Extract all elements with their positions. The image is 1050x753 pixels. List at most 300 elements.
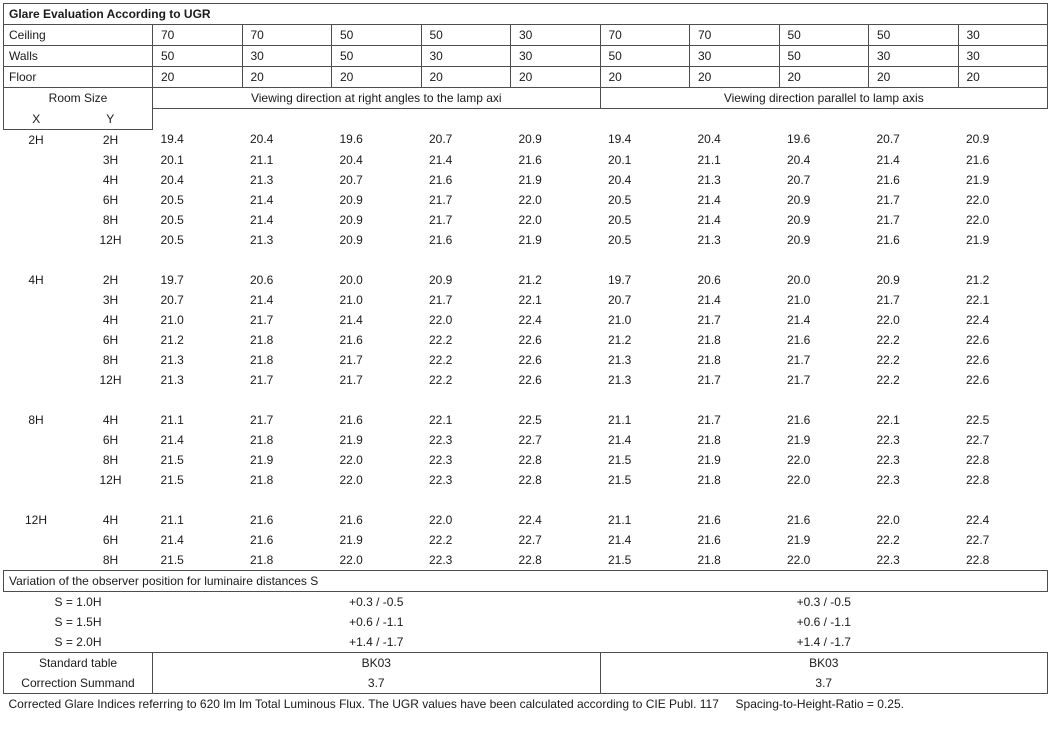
ugr-value-perpendicular: 20.1 bbox=[160, 152, 184, 167]
room-y-value: 3H bbox=[102, 292, 119, 307]
axis-spacer bbox=[869, 109, 959, 130]
room-y-value: 8H bbox=[102, 452, 119, 467]
ugr-value-perpendicular: 21.7 bbox=[250, 312, 274, 327]
reflectance-value: 20 bbox=[600, 67, 690, 88]
ugr-value-parallel: 20.9 bbox=[966, 132, 990, 147]
ugr-value-parallel: 21.7 bbox=[697, 312, 721, 327]
ugr-value-perpendicular: 22.6 bbox=[518, 372, 542, 387]
ugr-value-perpendicular: 21.6 bbox=[339, 332, 363, 347]
ugr-value-parallel: 21.7 bbox=[787, 372, 811, 387]
variation-value-perpendicular: +0.3 / -0.5 bbox=[349, 594, 404, 609]
ugr-value-perpendicular: 21.5 bbox=[160, 552, 184, 567]
reflectance-value: 20 bbox=[779, 67, 869, 88]
ugr-value-perpendicular: 19.6 bbox=[339, 132, 363, 147]
ugr-value-parallel: 22.0 bbox=[787, 472, 811, 487]
correction-summand-value-parallel: 3.7 bbox=[600, 673, 1048, 694]
ugr-value-perpendicular: 20.5 bbox=[160, 212, 184, 227]
axis-x-label: X bbox=[4, 109, 69, 130]
ugr-value-perpendicular: 21.4 bbox=[429, 152, 453, 167]
ugr-value-parallel: 20.7 bbox=[787, 172, 811, 187]
ugr-value-perpendicular: 21.6 bbox=[250, 532, 274, 547]
ugr-value-perpendicular: 22.0 bbox=[429, 512, 453, 527]
ugr-value-perpendicular: 21.9 bbox=[250, 452, 274, 467]
ugr-value-perpendicular: 20.4 bbox=[160, 172, 184, 187]
reflectance-value: 50 bbox=[332, 25, 422, 46]
variation-row bbox=[4, 591, 1048, 612]
room-x-value bbox=[4, 370, 69, 390]
data-row bbox=[4, 150, 1048, 170]
ugr-value-perpendicular: 22.2 bbox=[429, 372, 453, 387]
reflectance-value: 20 bbox=[869, 67, 959, 88]
ugr-value-parallel: 21.2 bbox=[966, 272, 990, 287]
ugr-value-parallel: 22.0 bbox=[966, 192, 990, 207]
axis-label-row bbox=[4, 109, 1048, 130]
standard-table-value-parallel: BK03 bbox=[600, 652, 1048, 673]
ugr-value-parallel: 21.6 bbox=[697, 512, 721, 527]
room-x-value: 12H bbox=[24, 512, 47, 527]
ugr-value-parallel: 21.5 bbox=[608, 452, 632, 467]
ugr-value-parallel: 21.7 bbox=[787, 352, 811, 367]
ugr-value-perpendicular: 21.1 bbox=[160, 512, 184, 527]
room-x-value bbox=[4, 530, 69, 550]
ugr-value-perpendicular: 21.7 bbox=[250, 412, 274, 427]
ugr-value-parallel: 21.5 bbox=[608, 472, 632, 487]
room-y-value: 12H bbox=[99, 232, 122, 247]
ugr-value-perpendicular: 21.2 bbox=[160, 332, 184, 347]
ugr-value-perpendicular: 21.8 bbox=[250, 352, 274, 367]
ugr-value-parallel: 20.9 bbox=[787, 212, 811, 227]
ugr-value-parallel: 21.8 bbox=[697, 332, 721, 347]
ugr-value-parallel: 21.4 bbox=[876, 152, 900, 167]
ugr-value-parallel: 22.0 bbox=[876, 312, 900, 327]
ugr-value-perpendicular: 22.2 bbox=[429, 332, 453, 347]
room-x-value bbox=[4, 230, 69, 250]
data-row bbox=[4, 510, 1048, 530]
ugr-value-parallel: 20.5 bbox=[608, 232, 632, 247]
variation-value-perpendicular: +1.4 / -1.7 bbox=[349, 634, 404, 649]
ugr-value-perpendicular: 21.7 bbox=[339, 372, 363, 387]
ugr-value-perpendicular: 20.9 bbox=[339, 212, 363, 227]
ugr-value-perpendicular: 21.0 bbox=[339, 292, 363, 307]
axis-spacer bbox=[690, 109, 780, 130]
ugr-value-perpendicular: 22.7 bbox=[518, 532, 542, 547]
ugr-value-perpendicular: 21.6 bbox=[339, 512, 363, 527]
ugr-value-parallel: 21.7 bbox=[697, 372, 721, 387]
reflectance-value: 20 bbox=[690, 67, 780, 88]
ugr-value-parallel: 20.5 bbox=[608, 192, 632, 207]
ugr-value-parallel: 21.7 bbox=[697, 412, 721, 427]
spacer-cell bbox=[4, 250, 69, 270]
ugr-value-parallel: 21.2 bbox=[608, 332, 632, 347]
ugr-value-parallel: 21.6 bbox=[876, 172, 900, 187]
ugr-value-parallel: 22.8 bbox=[966, 452, 990, 467]
reflectance-value: 70 bbox=[690, 25, 780, 46]
ugr-value-parallel: 21.6 bbox=[787, 332, 811, 347]
spacer-cell bbox=[421, 250, 511, 270]
reflectance-value: 50 bbox=[421, 25, 511, 46]
ugr-value-perpendicular: 21.6 bbox=[518, 152, 542, 167]
data-row bbox=[4, 410, 1048, 430]
room-y-value: 3H bbox=[102, 152, 119, 167]
ugr-value-perpendicular: 21.6 bbox=[429, 172, 453, 187]
ugr-value-parallel: 21.7 bbox=[876, 212, 900, 227]
spacer-cell bbox=[511, 250, 601, 270]
variation-value-parallel: +1.4 / -1.7 bbox=[796, 634, 851, 649]
ugr-value-parallel: 22.4 bbox=[966, 312, 990, 327]
ugr-value-parallel: 20.9 bbox=[787, 232, 811, 247]
ugr-value-perpendicular: 21.8 bbox=[250, 472, 274, 487]
spacer-cell bbox=[600, 390, 690, 410]
ugr-value-parallel: 21.6 bbox=[876, 232, 900, 247]
data-row bbox=[4, 550, 1048, 571]
ugr-value-perpendicular: 20.9 bbox=[518, 132, 542, 147]
ugr-value-perpendicular: 21.9 bbox=[339, 432, 363, 447]
spacer-cell bbox=[690, 250, 780, 270]
ugr-value-parallel: 20.9 bbox=[876, 272, 900, 287]
ugr-value-parallel: 21.4 bbox=[697, 212, 721, 227]
ugr-value-parallel: 22.2 bbox=[876, 332, 900, 347]
ugr-table bbox=[3, 3, 1048, 714]
ugr-value-perpendicular: 21.1 bbox=[250, 152, 274, 167]
axis-spacer bbox=[242, 109, 332, 130]
ugr-value-parallel: 22.0 bbox=[876, 512, 900, 527]
spacer-cell bbox=[958, 250, 1048, 270]
ugr-value-parallel: 22.8 bbox=[966, 472, 990, 487]
ugr-value-perpendicular: 22.3 bbox=[429, 472, 453, 487]
section-header-perpendicular: Viewing direction at right angles to the lamp axi bbox=[153, 88, 601, 109]
room-x-value bbox=[4, 350, 69, 370]
room-y-value: 12H bbox=[99, 372, 122, 387]
room-x-value bbox=[4, 310, 69, 330]
ugr-value-perpendicular: 22.6 bbox=[518, 332, 542, 347]
spacer-cell bbox=[69, 250, 153, 270]
variation-label: S = 1.0H bbox=[54, 594, 102, 609]
ugr-value-parallel: 22.3 bbox=[876, 472, 900, 487]
ugr-value-perpendicular: 22.7 bbox=[518, 432, 542, 447]
reflectance-value: 30 bbox=[242, 46, 332, 67]
reflectance-label: Ceiling bbox=[4, 25, 153, 46]
spacer-cell bbox=[869, 490, 959, 510]
ugr-value-parallel: 21.4 bbox=[787, 312, 811, 327]
ugr-value-parallel: 22.7 bbox=[966, 532, 990, 547]
ugr-value-perpendicular: 21.6 bbox=[429, 232, 453, 247]
reflectance-value: 50 bbox=[153, 46, 243, 67]
ugr-value-perpendicular: 20.7 bbox=[339, 172, 363, 187]
ugr-value-perpendicular: 21.4 bbox=[250, 212, 274, 227]
ugr-value-perpendicular: 22.8 bbox=[518, 452, 542, 467]
correction-summand-row bbox=[4, 673, 1048, 694]
room-y-value: 6H bbox=[102, 532, 119, 547]
ugr-value-perpendicular: 21.7 bbox=[429, 212, 453, 227]
ugr-value-perpendicular: 20.7 bbox=[429, 132, 453, 147]
variation-row bbox=[4, 612, 1048, 632]
standard-table-value-perpendicular: BK03 bbox=[153, 652, 601, 673]
reflectance-value: 20 bbox=[153, 67, 243, 88]
ugr-value-parallel: 20.1 bbox=[608, 152, 632, 167]
data-row bbox=[4, 470, 1048, 490]
ugr-value-parallel: 19.4 bbox=[608, 132, 632, 147]
spacer-cell bbox=[779, 490, 869, 510]
ugr-value-perpendicular: 22.8 bbox=[518, 472, 542, 487]
ugr-value-perpendicular: 21.4 bbox=[160, 432, 184, 447]
data-row bbox=[4, 370, 1048, 390]
ugr-value-parallel: 21.6 bbox=[697, 532, 721, 547]
variation-title-row bbox=[4, 570, 1048, 591]
reflectance-value: 20 bbox=[511, 67, 601, 88]
ugr-value-parallel: 22.2 bbox=[876, 532, 900, 547]
spacer-cell bbox=[779, 390, 869, 410]
reflectance-value: 50 bbox=[779, 25, 869, 46]
spacer-cell bbox=[690, 390, 780, 410]
ugr-value-perpendicular: 21.7 bbox=[429, 292, 453, 307]
ugr-value-perpendicular: 22.0 bbox=[518, 212, 542, 227]
ugr-value-parallel: 21.9 bbox=[966, 232, 990, 247]
room-x-value: 4H bbox=[28, 272, 44, 287]
group-spacer-row bbox=[4, 490, 1048, 510]
ugr-value-parallel: 21.9 bbox=[966, 172, 990, 187]
spacer-cell bbox=[153, 250, 243, 270]
room-y-value: 4H bbox=[102, 512, 119, 527]
ugr-value-parallel: 21.1 bbox=[697, 152, 721, 167]
ugr-value-parallel: 21.3 bbox=[608, 352, 632, 367]
data-row bbox=[4, 290, 1048, 310]
variation-value-parallel: +0.6 / -1.1 bbox=[796, 614, 851, 629]
variation-value-perpendicular: +0.6 / -1.1 bbox=[349, 614, 404, 629]
section-header-parallel: Viewing direction parallel to lamp axis bbox=[600, 88, 1048, 109]
reflectance-value: 20 bbox=[958, 67, 1048, 88]
room-y-value: 8H bbox=[102, 352, 119, 367]
spacer-cell bbox=[869, 390, 959, 410]
ugr-value-parallel: 21.0 bbox=[608, 312, 632, 327]
spacer-cell bbox=[869, 250, 959, 270]
room-y-value: 2H bbox=[102, 272, 119, 287]
title-row bbox=[4, 4, 1048, 25]
ugr-value-parallel: 21.1 bbox=[608, 412, 632, 427]
variation-row bbox=[4, 632, 1048, 653]
ugr-value-parallel: 21.8 bbox=[697, 472, 721, 487]
spacer-cell bbox=[242, 490, 332, 510]
reflectance-value: 30 bbox=[511, 25, 601, 46]
ugr-value-parallel: 22.0 bbox=[787, 552, 811, 567]
ugr-value-parallel: 22.2 bbox=[876, 372, 900, 387]
reflectance-value: 30 bbox=[421, 46, 511, 67]
room-x-value bbox=[4, 210, 69, 230]
ugr-value-parallel: 22.1 bbox=[966, 292, 990, 307]
room-x-value bbox=[4, 150, 69, 170]
ugr-value-perpendicular: 22.0 bbox=[518, 192, 542, 207]
reflectance-value: 20 bbox=[332, 67, 422, 88]
spacer-cell bbox=[958, 390, 1048, 410]
ugr-value-parallel: 20.4 bbox=[697, 132, 721, 147]
spacer-cell bbox=[69, 490, 153, 510]
data-row bbox=[4, 310, 1048, 330]
variation-title: Variation of the observer position for luminaire distances S bbox=[4, 570, 1048, 591]
axis-y-label: Y bbox=[69, 109, 153, 130]
reflectance-row bbox=[4, 46, 1048, 67]
ugr-value-perpendicular: 21.4 bbox=[250, 292, 274, 307]
reflectance-value: 20 bbox=[242, 67, 332, 88]
ugr-value-perpendicular: 20.5 bbox=[160, 232, 184, 247]
reflectance-label: Walls bbox=[4, 46, 153, 67]
ugr-value-perpendicular: 20.9 bbox=[339, 192, 363, 207]
room-x-value bbox=[4, 470, 69, 490]
ugr-value-parallel: 21.8 bbox=[697, 432, 721, 447]
spacer-cell bbox=[511, 490, 601, 510]
room-x-value bbox=[4, 290, 69, 310]
ugr-value-parallel: 19.7 bbox=[608, 272, 632, 287]
spacer-cell bbox=[421, 390, 511, 410]
ugr-value-parallel: 21.8 bbox=[697, 552, 721, 567]
ugr-value-parallel: 21.5 bbox=[608, 552, 632, 567]
ugr-value-parallel: 20.4 bbox=[608, 172, 632, 187]
reflectance-value: 30 bbox=[869, 46, 959, 67]
reflectance-value: 30 bbox=[958, 25, 1048, 46]
ugr-document bbox=[0, 3, 1050, 753]
ugr-value-perpendicular: 21.9 bbox=[339, 532, 363, 547]
footer-note: Corrected Glare Indices referring to 620 lm lm Total Luminous Flux. The UGR values have been calculated according to CIE Publ. 117 Spacing-to-Height-Ratio = 0.25. bbox=[4, 693, 1048, 714]
data-row bbox=[4, 129, 1048, 150]
ugr-value-perpendicular: 20.4 bbox=[339, 152, 363, 167]
reflectance-value: 20 bbox=[421, 67, 511, 88]
ugr-value-parallel: 20.7 bbox=[876, 132, 900, 147]
reflectance-value: 30 bbox=[690, 46, 780, 67]
ugr-value-perpendicular: 22.2 bbox=[429, 532, 453, 547]
ugr-value-perpendicular: 22.0 bbox=[339, 452, 363, 467]
room-x-value bbox=[4, 550, 69, 571]
ugr-value-perpendicular: 21.2 bbox=[518, 272, 542, 287]
axis-spacer bbox=[421, 109, 511, 130]
reflectance-value: 50 bbox=[869, 25, 959, 46]
ugr-value-parallel: 21.7 bbox=[876, 292, 900, 307]
ugr-value-perpendicular: 21.5 bbox=[160, 452, 184, 467]
ugr-value-perpendicular: 22.1 bbox=[429, 412, 453, 427]
ugr-value-perpendicular: 20.5 bbox=[160, 192, 184, 207]
ugr-value-perpendicular: 20.4 bbox=[250, 132, 274, 147]
axis-spacer bbox=[779, 109, 869, 130]
ugr-value-perpendicular: 21.4 bbox=[160, 532, 184, 547]
ugr-value-parallel: 21.0 bbox=[787, 292, 811, 307]
reflectance-value: 30 bbox=[958, 46, 1048, 67]
ugr-value-perpendicular: 22.3 bbox=[429, 452, 453, 467]
room-y-value: 4H bbox=[102, 172, 119, 187]
spacer-cell bbox=[153, 390, 243, 410]
ugr-value-perpendicular: 22.2 bbox=[429, 352, 453, 367]
ugr-value-parallel: 21.4 bbox=[697, 292, 721, 307]
ugr-value-perpendicular: 21.7 bbox=[339, 352, 363, 367]
ugr-value-perpendicular: 22.3 bbox=[429, 432, 453, 447]
ugr-value-parallel: 22.6 bbox=[966, 332, 990, 347]
ugr-value-perpendicular: 19.7 bbox=[160, 272, 184, 287]
room-y-value: 4H bbox=[102, 312, 119, 327]
spacer-cell bbox=[779, 250, 869, 270]
variation-label: S = 2.0H bbox=[54, 634, 102, 649]
ugr-value-parallel: 21.7 bbox=[876, 192, 900, 207]
ugr-value-parallel: 21.1 bbox=[608, 512, 632, 527]
ugr-value-perpendicular: 21.1 bbox=[160, 412, 184, 427]
ugr-value-perpendicular: 20.0 bbox=[339, 272, 363, 287]
ugr-value-parallel: 21.6 bbox=[787, 412, 811, 427]
spacer-cell bbox=[958, 490, 1048, 510]
reflectance-row bbox=[4, 67, 1048, 88]
spacer-cell bbox=[332, 390, 422, 410]
spacer-cell bbox=[600, 490, 690, 510]
reflectance-value: 50 bbox=[600, 46, 690, 67]
ugr-value-perpendicular: 21.8 bbox=[250, 332, 274, 347]
data-row bbox=[4, 230, 1048, 250]
ugr-value-parallel: 22.3 bbox=[876, 452, 900, 467]
room-y-value: 6H bbox=[102, 192, 119, 207]
room-x-value bbox=[4, 430, 69, 450]
ugr-value-perpendicular: 21.6 bbox=[250, 512, 274, 527]
standard-table-label: Standard table bbox=[4, 652, 153, 673]
ugr-value-perpendicular: 21.9 bbox=[518, 232, 542, 247]
reflectance-label: Floor bbox=[4, 67, 153, 88]
axis-spacer bbox=[332, 109, 422, 130]
ugr-value-perpendicular: 21.7 bbox=[250, 372, 274, 387]
group-spacer-row bbox=[4, 250, 1048, 270]
ugr-value-parallel: 21.9 bbox=[697, 452, 721, 467]
room-x-value: 8H bbox=[28, 412, 44, 427]
data-row bbox=[4, 270, 1048, 290]
section-header-row bbox=[4, 88, 1048, 109]
ugr-value-parallel: 22.0 bbox=[787, 452, 811, 467]
reflectance-value: 70 bbox=[242, 25, 332, 46]
ugr-value-parallel: 20.0 bbox=[787, 272, 811, 287]
document-title: Glare Evaluation According to UGR bbox=[4, 4, 1048, 25]
ugr-value-parallel: 21.3 bbox=[608, 372, 632, 387]
spacer-cell bbox=[4, 390, 69, 410]
ugr-value-parallel: 22.5 bbox=[966, 412, 990, 427]
spacer-cell bbox=[69, 390, 153, 410]
room-size-header: Room Size bbox=[4, 88, 153, 109]
data-row bbox=[4, 450, 1048, 470]
ugr-value-perpendicular: 22.4 bbox=[518, 312, 542, 327]
data-row bbox=[4, 190, 1048, 210]
ugr-value-parallel: 21.9 bbox=[787, 432, 811, 447]
room-y-value: 2H bbox=[102, 132, 119, 147]
spacer-cell bbox=[421, 490, 511, 510]
reflectance-value: 50 bbox=[779, 46, 869, 67]
ugr-value-parallel: 19.6 bbox=[787, 132, 811, 147]
ugr-value-perpendicular: 21.3 bbox=[160, 372, 184, 387]
ugr-value-parallel: 20.4 bbox=[787, 152, 811, 167]
spacer-cell bbox=[332, 250, 422, 270]
data-row bbox=[4, 430, 1048, 450]
ugr-value-perpendicular: 20.7 bbox=[160, 292, 184, 307]
ugr-value-perpendicular: 22.0 bbox=[429, 312, 453, 327]
spacer-cell bbox=[511, 390, 601, 410]
ugr-value-perpendicular: 20.9 bbox=[339, 232, 363, 247]
spacer-cell bbox=[242, 390, 332, 410]
axis-spacer bbox=[511, 109, 601, 130]
data-row bbox=[4, 330, 1048, 350]
ugr-value-perpendicular: 21.9 bbox=[518, 172, 542, 187]
ugr-value-perpendicular: 22.8 bbox=[518, 552, 542, 567]
room-y-value: 6H bbox=[102, 332, 119, 347]
ugr-value-perpendicular: 21.7 bbox=[429, 192, 453, 207]
spacer-cell bbox=[600, 250, 690, 270]
ugr-value-perpendicular: 22.1 bbox=[518, 292, 542, 307]
ugr-value-perpendicular: 21.5 bbox=[160, 472, 184, 487]
ugr-value-parallel: 22.7 bbox=[966, 432, 990, 447]
axis-spacer bbox=[600, 109, 690, 130]
room-x-value bbox=[4, 450, 69, 470]
ugr-value-perpendicular: 21.0 bbox=[160, 312, 184, 327]
data-row bbox=[4, 530, 1048, 550]
ugr-value-parallel: 22.4 bbox=[966, 512, 990, 527]
ugr-value-parallel: 21.4 bbox=[608, 432, 632, 447]
ugr-value-parallel: 21.4 bbox=[608, 532, 632, 547]
